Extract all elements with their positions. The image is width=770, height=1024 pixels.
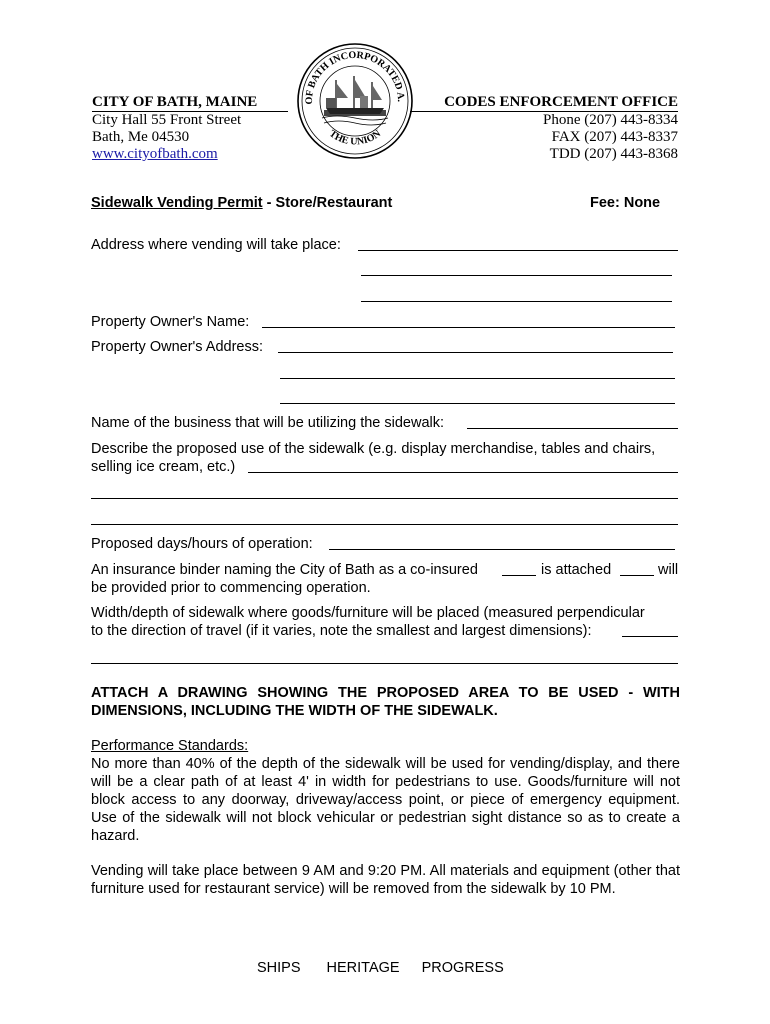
address-field-line2[interactable] <box>361 275 672 276</box>
city-block <box>92 94 292 163</box>
city-seal <box>296 40 414 162</box>
owner-address-field-line3[interactable] <box>280 403 675 404</box>
office-tdd: TDD (207) 443-8368 <box>549 146 678 162</box>
footer-word-ships: SHIPS <box>257 960 301 976</box>
insurance-text-line2: be provided prior to commencing operation. <box>91 580 371 596</box>
days-hours-label: Proposed days/hours of operation: <box>91 536 313 552</box>
owner-name-field[interactable] <box>262 327 675 328</box>
owner-address-label: Property Owner's Address: <box>91 339 264 355</box>
address-label: Address where vending will take place: <box>91 237 341 253</box>
performance-text: No more than 40% of the depth of the sidewalk will be used for vending/display, and there will be a clear path of at least 4' in width for pedestrians to use. Goods/furniture will not block access to any doorway, driveway/access point, or piece of emergency equipment. Use of the sidewalk will not block vehicular or pedestrian sight distance so as to create a hazard. <box>91 756 680 844</box>
footer-motto <box>257 960 504 976</box>
width-depth-line2: to the direction of travel (if it varies, note the smallest and largest dimensions): <box>91 623 592 639</box>
fee-label: Fee: None <box>590 195 661 211</box>
seal-bottom-text: THE UNION <box>326 128 384 148</box>
website-link[interactable]: www.cityofbath.com <box>92 146 218 162</box>
describe-use-field-line2[interactable] <box>91 498 678 499</box>
form-title <box>91 195 392 211</box>
address-field-line3[interactable] <box>361 301 672 302</box>
vending-hours-text: Vending will take place between 9 AM and 9:20 PM. All materials and equipment (other that furniture used for restaurant service) will be removed from the sidewalk by 10 PM. <box>91 863 680 897</box>
width-depth-field-line2[interactable] <box>91 663 678 664</box>
city-address-line2: Bath, Me 04530 <box>92 129 190 145</box>
city-title: CITY OF BATH, MAINE <box>92 94 288 112</box>
seal-top-text: OF BATH INCORPORATED A. <box>303 49 407 105</box>
insurance-text-b: is attached <box>541 562 612 578</box>
footer-word-progress: PROGRESS <box>421 960 504 976</box>
office-fax: FAX (207) 443-8337 <box>551 129 678 145</box>
insurance-text-c: will <box>658 562 679 578</box>
address-field-line1[interactable] <box>358 250 678 251</box>
days-hours-field[interactable] <box>329 549 675 550</box>
owner-address-field-line2[interactable] <box>280 378 675 379</box>
owner-address-field-line1[interactable] <box>278 352 673 353</box>
insurance-text-a: An insurance binder naming the City of Bath as a co-insured <box>91 562 478 578</box>
insurance-will-blank[interactable] <box>620 575 654 576</box>
business-name-field[interactable] <box>467 428 678 429</box>
city-address-line1: City Hall 55 Front Street <box>92 112 242 128</box>
describe-use-line2: selling ice cream, etc.) <box>91 459 236 475</box>
describe-use-field-line1[interactable] <box>248 472 678 473</box>
width-depth-field-line1[interactable] <box>622 636 678 637</box>
office-block <box>410 94 678 163</box>
describe-use-line1: Describe the proposed use of the sidewalk (e.g. display merchandise, tables and chairs, <box>91 441 656 457</box>
svg-text:THE UNION <box>327 128 384 148</box>
business-name-label: Name of the business that will be utilizing the sidewalk: <box>91 415 445 431</box>
attach-drawing-notice: ATTACH A DRAWING SHOWING THE PROPOSED AREA TO BE USED - WITH DIMENSIONS, INCLUDING THE WIDTH OF THE SIDEWALK. <box>91 685 680 719</box>
city-seal-graphic <box>296 40 414 162</box>
form-title-main: Sidewalk Vending Permit <box>91 195 263 211</box>
insurance-attached-blank[interactable] <box>502 575 536 576</box>
owner-name-label: Property Owner's Name: <box>91 314 250 330</box>
form-title-sub: Store/Restaurant <box>275 195 393 211</box>
describe-use-field-line3[interactable] <box>91 524 678 525</box>
performance-heading: Performance Standards: <box>91 738 249 754</box>
width-depth-line1: Width/depth of sidewalk where goods/furniture will be placed (measured perpendicular <box>91 605 645 621</box>
footer-word-heritage: HERITAGE <box>326 960 400 976</box>
form-title-sep: - <box>262 195 276 211</box>
office-phone: Phone (207) 443-8334 <box>543 112 678 128</box>
office-title: CODES ENFORCEMENT OFFICE <box>410 94 678 112</box>
